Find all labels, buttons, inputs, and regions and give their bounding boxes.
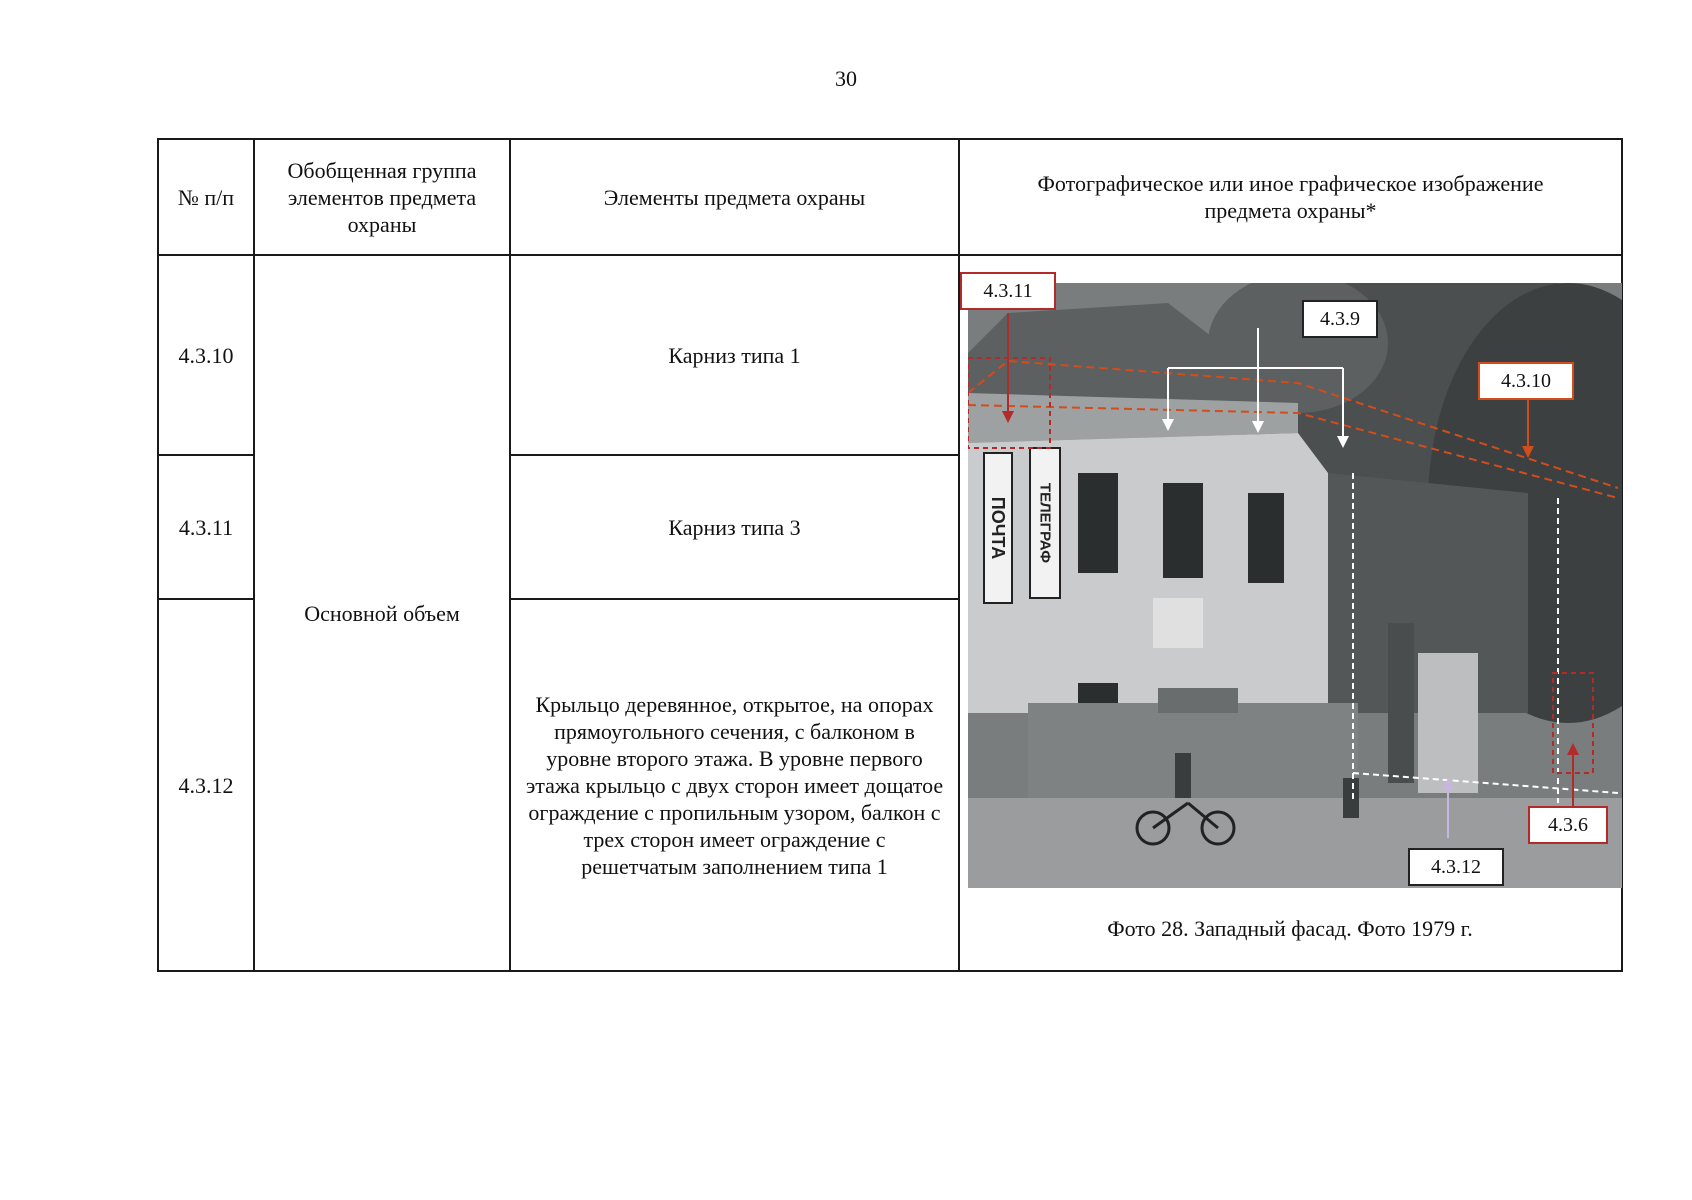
row-num-4-3-12: 4.3.12 [178,772,234,798]
callout-4-3-9: 4.3.9 [1302,300,1378,338]
header-num: № п/п [177,184,235,210]
callout-4-3-10: 4.3.10 [1478,362,1574,400]
element-porch: Крыльцо деревянное, открытое, на опорах прямоугольного сечения, с балконом в уровне второго этажа. В уровне первого этажа крыльцо с двух сторон имеет дощатое ограждение с пропильным узором, балкон с трех сторон имеет ограждение с решетчатым заполнением типа 1 [525,691,944,879]
header-elements: Элементы предмета охраны [603,184,866,210]
row-num-4-3-11: 4.3.11 [178,514,234,540]
row-num-4-3-10: 4.3.10 [178,342,234,368]
sign-telegraf: ТЕЛЕГРАФ [1036,482,1054,564]
column-divider [958,138,960,972]
callout-4-3-11: 4.3.11 [960,272,1056,310]
header-group: Обобщенная группа элементов предмета охраны [287,157,477,237]
callout-4-3-6: 4.3.6 [1528,806,1608,844]
element-cornice-type-3: Карниз типа 3 [668,514,801,540]
callout-4-3-12: 4.3.12 [1408,848,1504,886]
group-main-volume: Основной объем [304,600,460,626]
photo-caption: Фото 28. Западный фасад. Фото 1979 г. [1107,916,1473,941]
element-cornice-type-1: Карниз типа 1 [668,342,801,368]
header-photo: Фотографическое или иное графическое изображение предмета охраны* [1037,171,1544,223]
table-border-bottom [157,970,1623,972]
page-number: 30 [835,66,857,91]
sign-pochta: ПОЧТА [988,496,1008,560]
